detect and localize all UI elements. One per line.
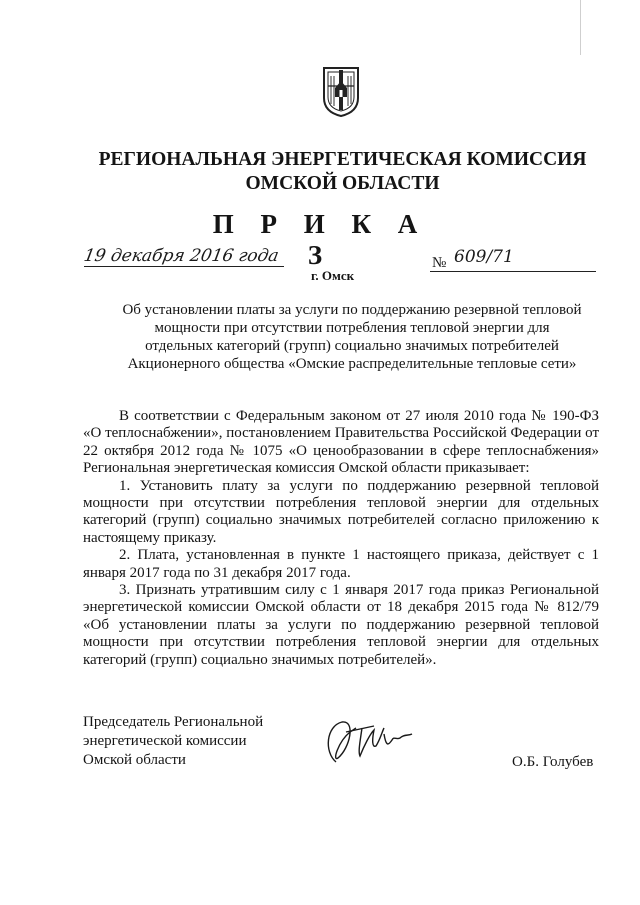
order-item-3: 3. Признать утратившим силу с 1 января 2017 года приказ Региональной энергетической комиссии Омской области от 18 декабря 2015 года № 812/79 «Об установлении платы за услуги по поддержанию резервной тепловой мощности при отсутствии потребления тепловой энергии для отдельных категорий (групп) социально значимых потребителей». — [83, 582, 599, 668]
position-line: Омской области — [83, 752, 186, 768]
document-title: П Р И К А З — [212, 209, 428, 270]
position-line: энергетической комиссии — [83, 733, 247, 749]
handwritten-signature — [316, 712, 416, 768]
signatory-name: О.Б. Голубев — [512, 754, 594, 770]
order-item-1: 1. Установить плату за услуги по поддержанию резервной тепловой мощности при отсутствии потребления тепловой энергии для отдельных категорий (групп) социально значимых потребителей согласно приложению к настоящему приказу. — [83, 477, 599, 546]
date-underline — [84, 266, 284, 267]
number-underline — [430, 271, 596, 272]
org-name-line1: РЕГИОНАЛЬНАЯ ЭНЕРГЕТИЧЕСКАЯ КОМИССИЯ — [98, 149, 587, 170]
intro-paragraph: В соответствии с Федеральным законом от 27 июля 2010 года № 190-ФЗ «О теплоснабжении», постановлением Правительства Российской Федерации от 22 октября 2012 года № 1075 «О ценообразовании в сфере теплоснабжения» Региональная энергетическая комиссия Омской области приказывает: — [83, 408, 599, 477]
order-date-handwritten: 19 декабря 2016 года — [82, 246, 281, 266]
order-number-label: № — [432, 255, 447, 271]
subject-line: мощности при отсутствии потребления тепловой энергии для — [154, 320, 550, 336]
order-body — [83, 408, 599, 669]
subject-line: отдельных категорий (групп) социально значимых потребителей — [145, 338, 559, 354]
order-subject — [92, 301, 612, 373]
subject-line: Акционерного общества «Омские распределительные тепловые сети» — [127, 356, 577, 372]
signatory-position — [83, 713, 263, 770]
subject-line: Об установлении платы за услуги по поддержанию резервной тепловой — [122, 302, 582, 318]
omsk-coat-of-arms-icon — [321, 64, 361, 118]
order-city: г. Омск — [311, 268, 355, 283]
org-name-line2: ОМСКОЙ ОБЛАСТИ — [245, 173, 440, 194]
position-line: Председатель Региональной — [83, 714, 264, 730]
order-item-2: 2. Плата, установленная в пункте 1 настоящего приказа, действует с 1 января 2017 года по 31 декабря 2017 года. — [83, 547, 599, 581]
scan-edge-line — [580, 0, 581, 55]
order-number-handwritten: 609/71 — [454, 247, 514, 267]
